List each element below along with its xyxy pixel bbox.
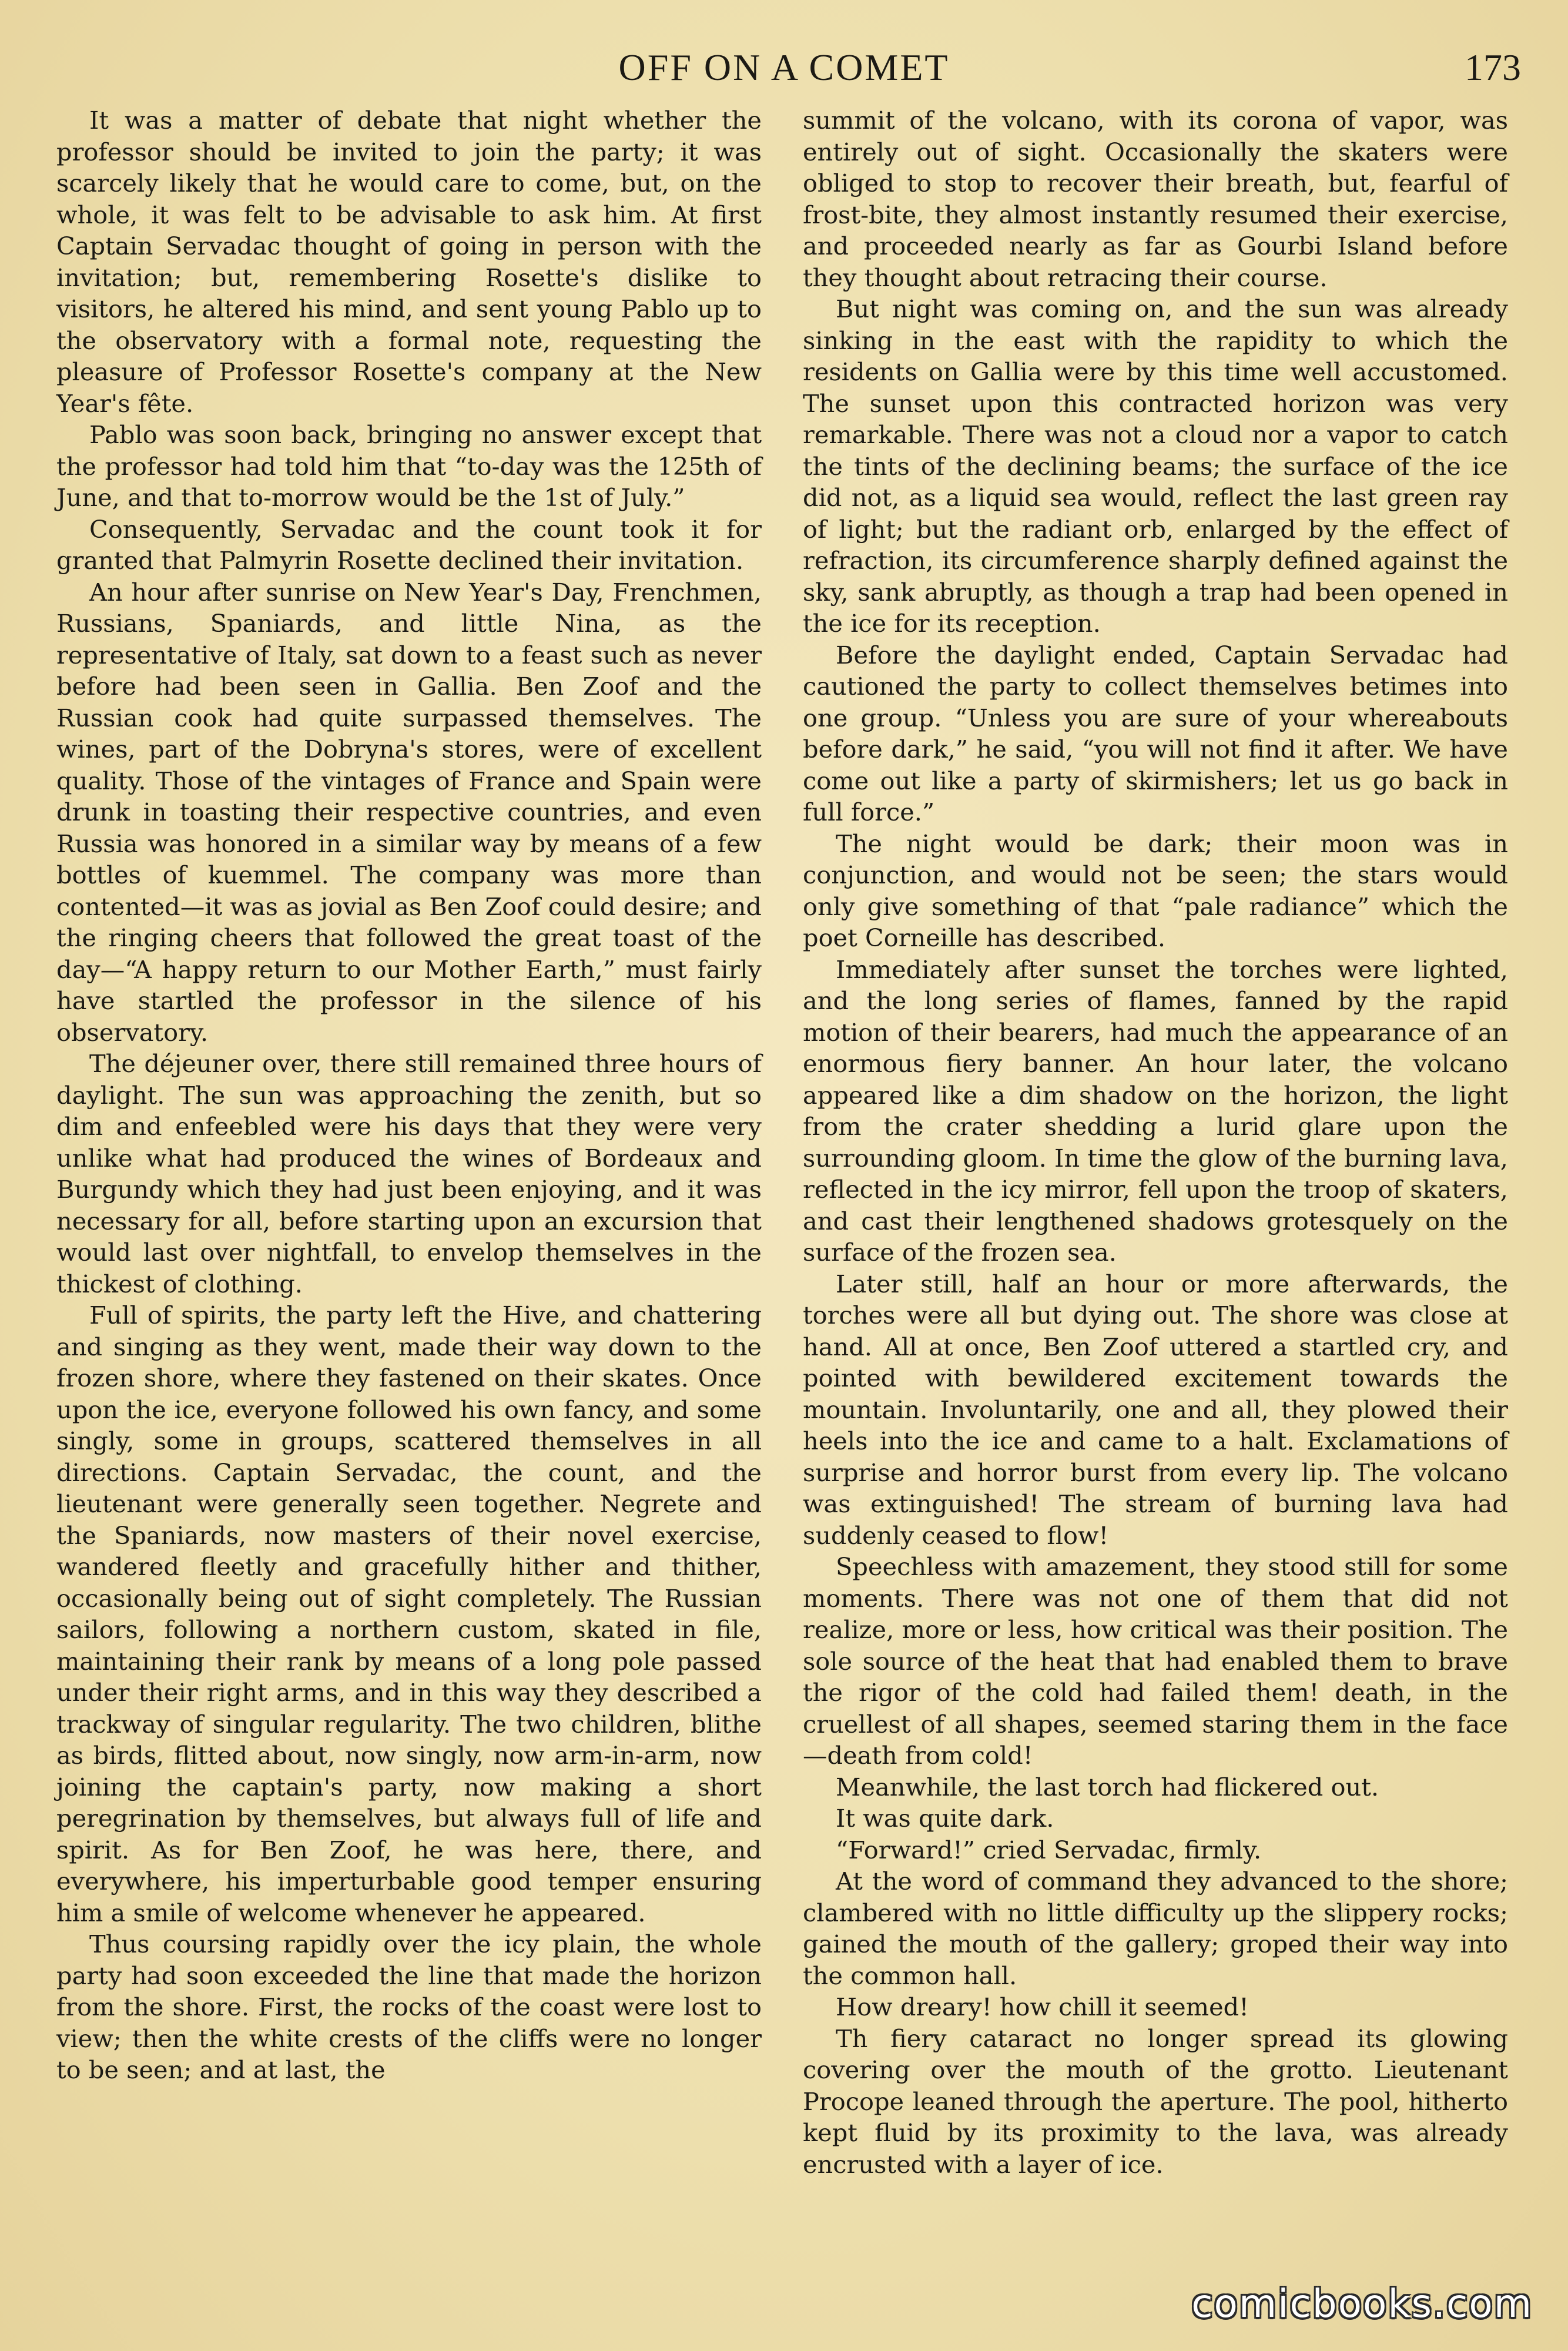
paragraph: Thus coursing rapidly over the icy plain, the whole party had soon exceeded the line that made the horizon from the shore. First, the rocks of the coast were lost to view; then the white crests of the cliffs were no longer to be seen; and at last, the — [56, 1930, 762, 2084]
source-watermark: comicbooks.com — [1191, 2281, 1533, 2326]
paragraph: Pablo was soon back, bringing no answer except that the professor had told him that “to-day was the 125th of June, and that to-morrow would be the 1st of July.” — [56, 420, 762, 512]
paragraph: Meanwhile, the last torch had flickered out. — [836, 1772, 1379, 1801]
running-title: OFF ON A COMET — [618, 46, 950, 88]
right-column — [803, 105, 1508, 2180]
paragraph: The déjeuner over, there still remained three hours of daylight. The sun was approaching the zenith, but so dim and enfeebled were his days that they were very unlike what had produced the wines of Bordeaux and Burgundy which they had just been enjoying, and it was necessary for all, before starting upon an excursion that would last over nightfall, to envelop themselves in the thickest of clothing. — [56, 1049, 762, 1298]
paragraph: Consequently, Servadac and the count took it for granted that Palmyrin Rosette declined their invitation. — [56, 514, 762, 575]
paragraph: How dreary! how chill it seemed! — [836, 1992, 1249, 2021]
paragraph-continued: summit of the volcano, with its corona of vapor, was entirely out of sight. Occasionally the skaters were obliged to stop to recover their breath, but, fearful of frost-bite, they almost instantly resumed their exercise, and proceeded nearly as far as Gourbi Island before they thought about retracing their course. — [803, 106, 1508, 292]
paragraph: Later still, half an hour or more afterwards, the torches were all but dying out. The shore was close at hand. All at once, Ben Zoof uttered a startled cry, and pointed with bewildered excitement towards the mountain. Involuntarily, one and all, they plowed their heels into the ice and came to a halt. Exclamations of surprise and horror burst from every lip. The volcano was extinguished! The stream of burning lava had suddenly ceased to flow! — [803, 1269, 1508, 1550]
paragraph: It was quite dark. — [836, 1804, 1054, 1833]
paragraph: Th fiery cataract no longer spread its glowing covering over the mouth of the grotto. Lieutenant Procope leaned through the aperture. The pool, hitherto kept fluid by its proximity to the lava, was already encrusted with a layer of ice. — [803, 2024, 1508, 2179]
paragraph: Before the daylight ended, Captain Servadac had cautioned the party to collect themselves betimes into one group. “Unless you are sure of your whereabouts before dark,” he said, “you will not find it after. We have come out like a party of skirmishers; let us go back in full force.” — [803, 640, 1508, 826]
paragraph: An hour after sunrise on New Year's Day, Frenchmen, Russians, Spaniards, and little Nina, as the representative of Italy, sat down to a feast such as never before had been seen in Gallia. Ben Zoof and the Russian cook had quite surpassed themselves. The wines, part of the Dobryna's stores, were of excellent quality. Those of the vintages of France and Spain were drunk in toasting their respective countries, and even Russia was honored in a similar way by means of a few bottles of kuemmel. The company was more than contented—it was as jovial as Ben Zoof could desire; and the ringing cheers that followed the great toast of the day—“A happy return to our Mother Earth,” must fairly have startled the professor in the silence of his observatory. — [56, 577, 762, 1047]
paragraph: It was a matter of debate that night whether the professor should be invited to join the party; it was scarcely likely that he would care to come, but, on the whole, it was felt to be advisable to ask him. At first Captain Servadac thought of going in person with the invitation; but, remembering Rosette's dislike to visitors, he altered his mind, and sent young Pablo up to the observatory with a formal note, requesting the pleasure of Professor Rosette's company at the New Year's fête. — [56, 106, 762, 418]
paragraph: Speechless with amazement, they stood still for some moments. There was not one of them that did not realize, more or less, how critical was their position. The sole source of the heat that had enabled them to brave the rigor of the cold had failed them! death, in the cruellest of all shapes, seemed staring them in the face—death from cold! — [803, 1552, 1508, 1770]
paragraph: But night was coming on, and the sun was already sinking in the east with the rapidity to which the residents on Gallia were by this time well accustomed. The sunset upon this contracted horizon was very remarkable. There was not a cloud nor a vapor to catch the tints of the declining beams; the surface of the ice did not, as a liquid sea would, reflect the last green ray of light; but the radiant orb, enlarged by the effect of refraction, its circumference sharply defined against the sky, sank abruptly, as though a trap had been opened in the ice for its reception. — [803, 294, 1508, 638]
left-column — [56, 105, 762, 2086]
paragraph: “Forward!” cried Servadac, firmly. — [836, 1835, 1262, 1864]
paragraph: Full of spirits, the party left the Hive, and chattering and singing as they went, made their way down to the frozen shore, where they fastened on their skates. Once upon the ice, everyone followed his own fancy, and some singly, some in groups, scattered themselves in all directions. Captain Servadac, the count, and the lieutenant were generally seen together. Negrete and the Spaniards, now masters of their novel exercise, wandered fleetly and gracefully hither and thither, occasionally being out of sight completely. The Russian sailors, following a northern custom, skated in file, maintaining their rank by means of a long pole passed under their right arms, and in this way they described a trackway of singular regularity. The two children, blithe as birds, flitted about, now singly, now arm-in-arm, now joining the captain's party, now making a short peregrination by themselves, but always full of life and spirit. As for Ben Zoof, he was here, there, and everywhere, his imperturbable good temper ensuring him a smile of welcome whenever he appeared. — [56, 1301, 762, 1927]
page-number: 173 — [1465, 46, 1521, 88]
paragraph: The night would be dark; their moon was in conjunction, and would not be seen; the stars would only give something of that “pale radiance” which the poet Corneille has described. — [803, 829, 1508, 952]
page-header — [0, 46, 1568, 99]
paragraph: Immediately after sunset the torches were lighted, and the long series of flames, fanned by the rapid motion of their bearers, had much the appearance of an enormous fiery banner. An hour later, the volcano appeared like a dim shadow on the horizon, the light from the crater shedding a lurid glare upon the surrounding gloom. In time the glow of the burning lava, reflected in the icy mirror, fell upon the troop of skaters, and cast their lengthened shadows grotesquely on the surface of the frozen sea. — [803, 955, 1508, 1267]
paragraph: At the word of command they advanced to the shore; clambered with no little difficulty up the slippery rocks; gained the mouth of the gallery; groped their way into the common hall. — [803, 1867, 1508, 1990]
